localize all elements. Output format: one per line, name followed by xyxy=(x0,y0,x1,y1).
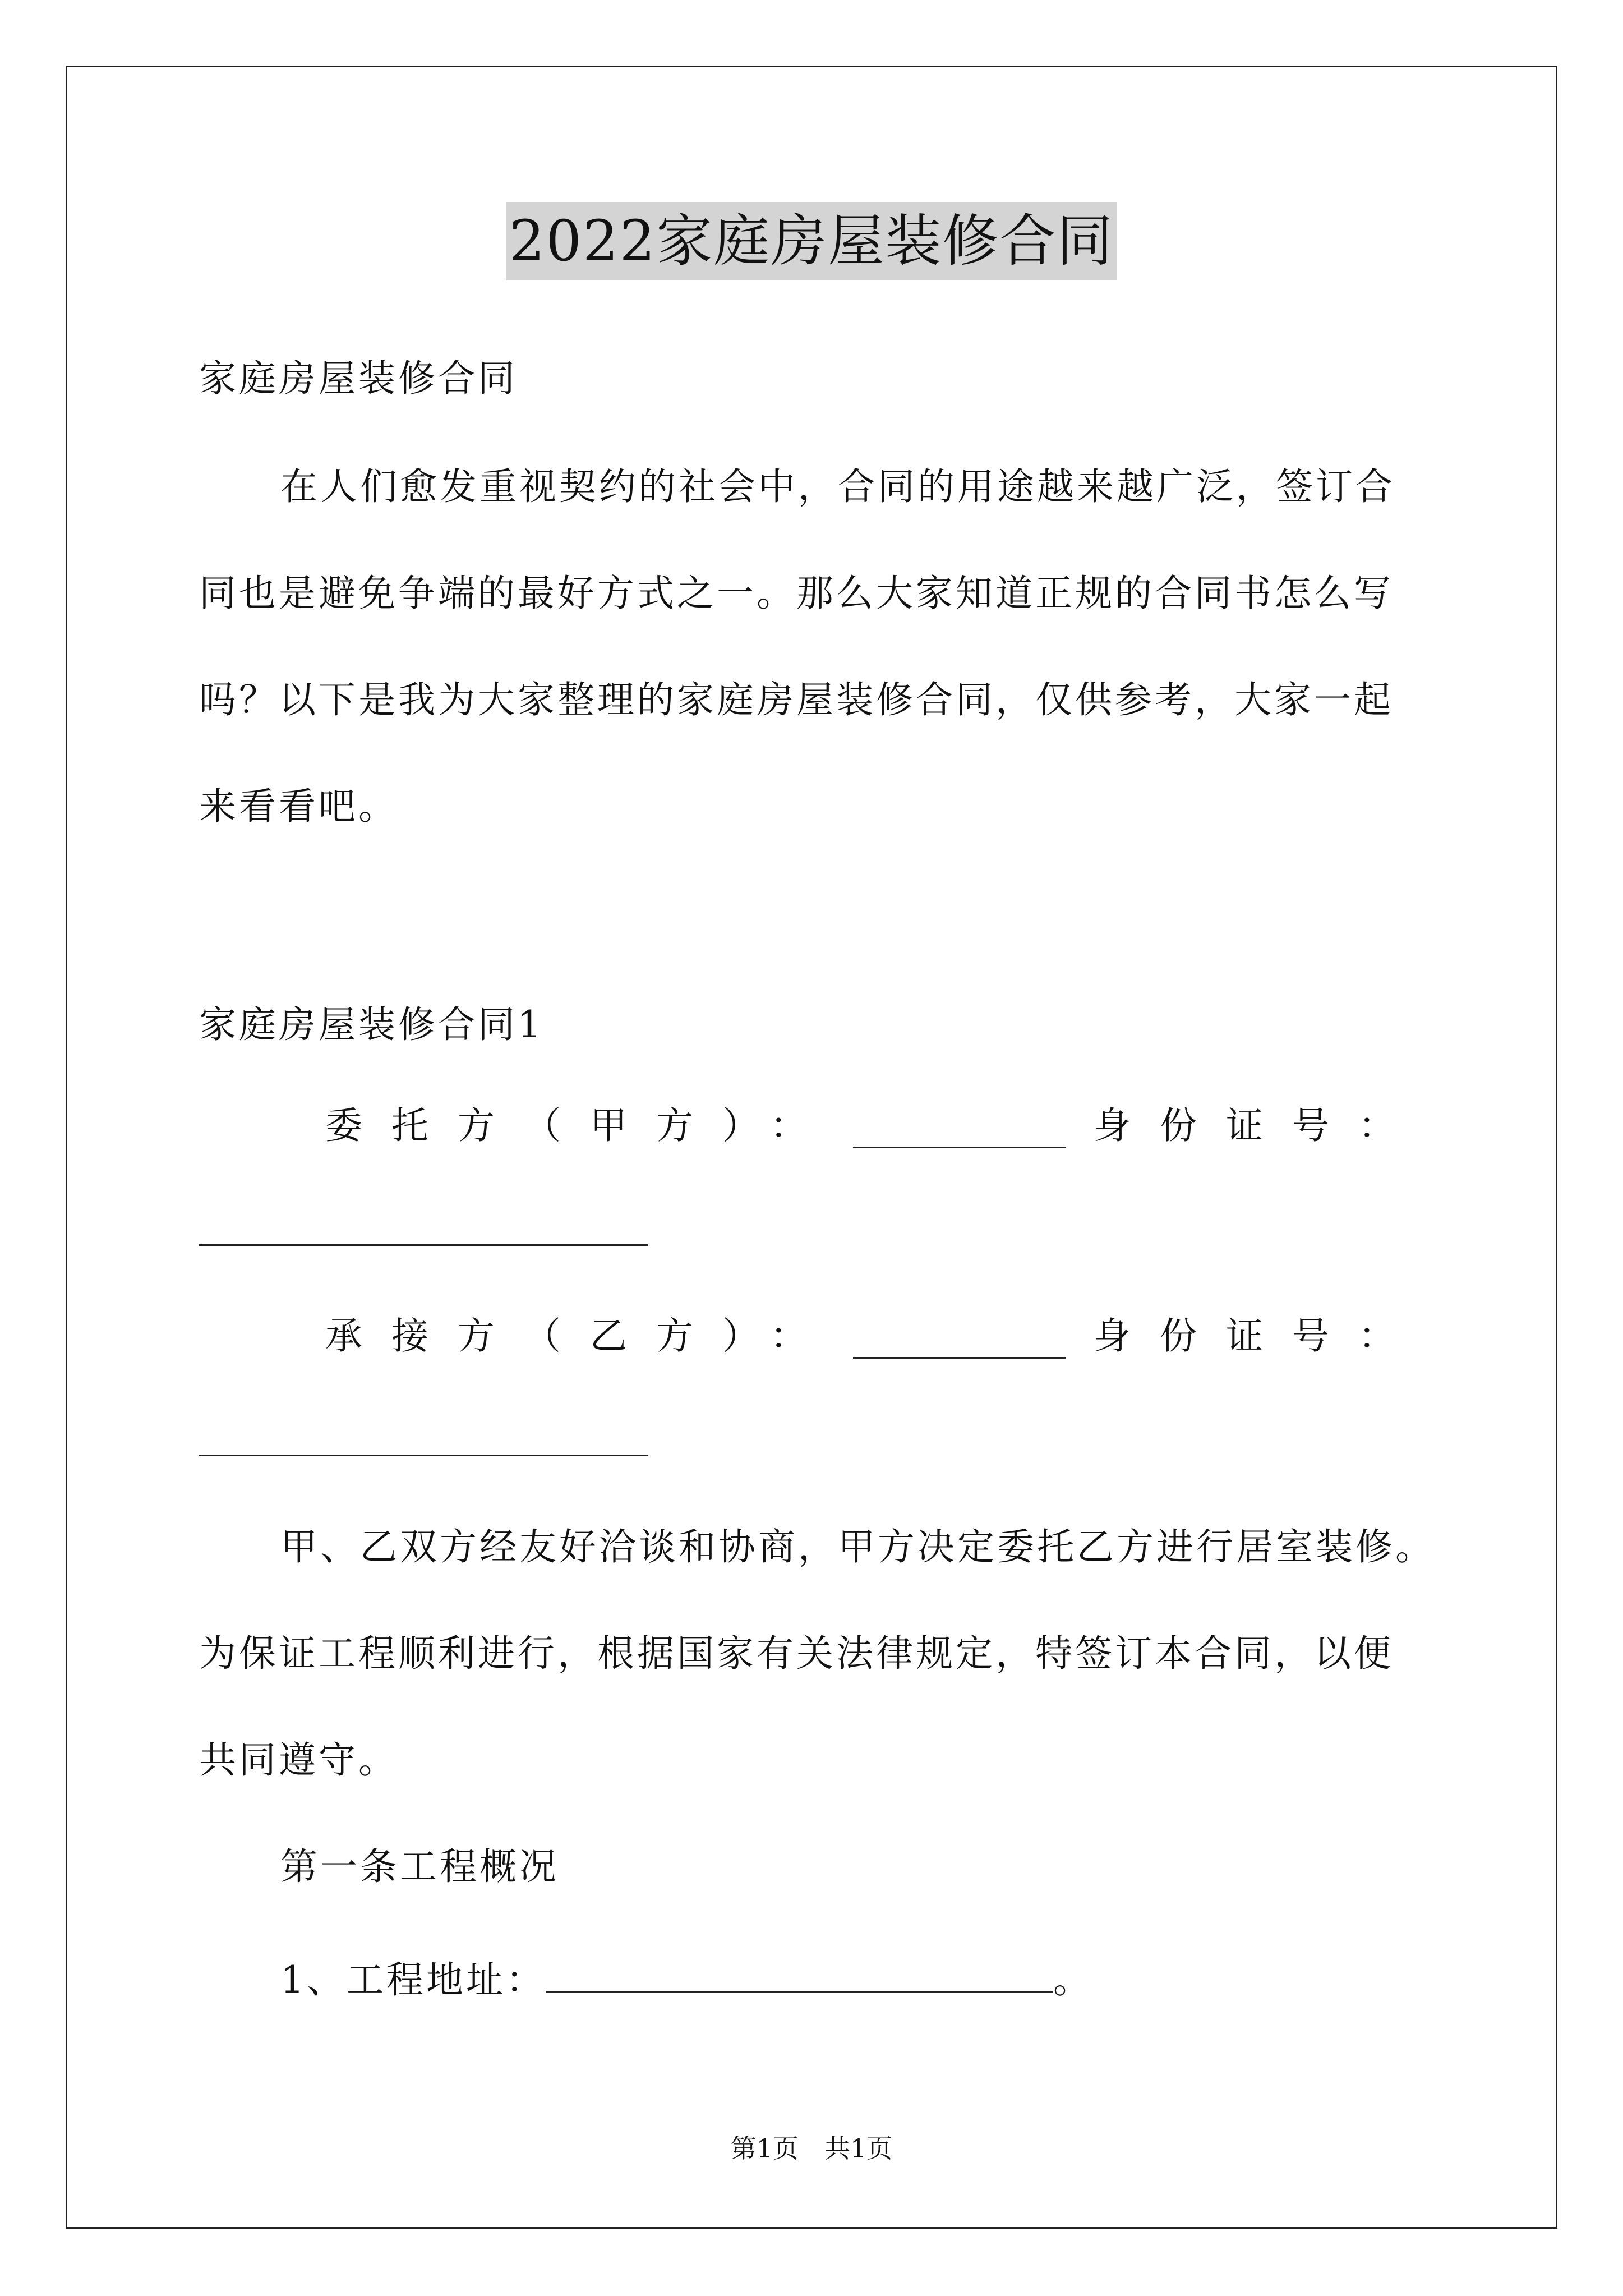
intro-line-3: 吗？以下是我为大家整理的家庭房屋装修合同，仅供参考，大家一起 xyxy=(199,678,1394,721)
party-b-id-label: 身份证号： xyxy=(1094,1314,1424,1358)
title-container xyxy=(0,202,1623,280)
intro-line-1: 在人们愈发重视契约的社会中，合同的用途越来越广泛，签订合 xyxy=(280,465,1395,508)
agreement-line-1: 甲、乙双方经友好洽谈和协商，甲方决定委托乙方进行居室装修。 xyxy=(280,1525,1435,1568)
party-b-row xyxy=(325,1314,1424,1359)
agreement-line-3: 共同遵守。 xyxy=(199,1738,398,1782)
party-a-row xyxy=(325,1103,1424,1148)
party-a-name-blank xyxy=(853,1112,1066,1148)
document-title: 2022家庭房屋装修合同 xyxy=(506,202,1118,280)
party-a-label: 委托方（甲方）： xyxy=(325,1104,836,1147)
party-b-label: 承接方（乙方）： xyxy=(325,1314,836,1358)
party-a-id-label: 身份证号： xyxy=(1094,1104,1424,1147)
item-1-end: 。 xyxy=(1053,1958,1093,2001)
party-a-id-blank xyxy=(199,1244,648,1246)
section-heading: 家庭房屋装修合同1 xyxy=(199,1003,544,1046)
address-blank xyxy=(546,1956,1053,1993)
page-footer: 第1页 共1页 xyxy=(730,2133,893,2164)
intro-line-4: 来看看吧。 xyxy=(199,785,398,828)
agreement-line-2: 为保证工程顺利进行，根据国家有关法律规定，特签订本合同，以便 xyxy=(199,1632,1394,1675)
party-b-name-blank xyxy=(853,1322,1066,1359)
document-subtitle: 家庭房屋装修合同 xyxy=(199,357,518,400)
party-b-id-blank xyxy=(199,1455,648,1456)
article-1-item-1 xyxy=(280,1956,1093,2003)
item-1-label: 1、工程地址： xyxy=(280,1958,546,2001)
intro-line-2: 同也是避免争端的最好方式之一。那么大家知道正规的合同书怎么写 xyxy=(199,572,1394,615)
article-1-heading: 第一条工程概况 xyxy=(280,1845,559,1888)
